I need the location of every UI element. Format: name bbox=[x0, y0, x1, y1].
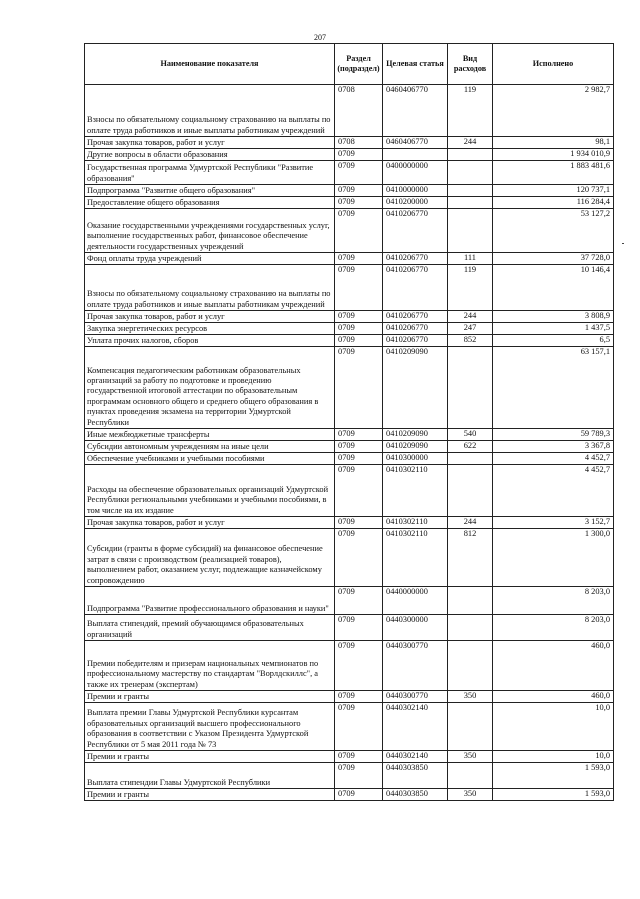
cell-section: 0709 bbox=[335, 517, 383, 529]
cell-executed: 3 367,8 bbox=[493, 441, 614, 453]
cell-name: Прочая закупка товаров, работ и услуг bbox=[85, 137, 335, 149]
cell-section: 0709 bbox=[335, 465, 383, 517]
cell-target: 0410206770 bbox=[383, 209, 448, 253]
table-row bbox=[85, 347, 614, 429]
cell-type bbox=[448, 185, 493, 197]
cell-section: 0709 bbox=[335, 253, 383, 265]
cell-executed: 3 808,9 bbox=[493, 311, 614, 323]
table-row bbox=[85, 335, 614, 347]
table-row bbox=[85, 253, 614, 265]
cell-section: 0709 bbox=[335, 335, 383, 347]
cell-target: 0410302110 bbox=[383, 529, 448, 587]
cell-target bbox=[383, 149, 448, 161]
cell-executed: 37 728,0 bbox=[493, 253, 614, 265]
cell-type: 350 bbox=[448, 789, 493, 801]
table-row bbox=[85, 703, 614, 751]
cell-name: Прочая закупка товаров, работ и услуг bbox=[85, 517, 335, 529]
table-row bbox=[85, 265, 614, 311]
cell-type bbox=[448, 615, 493, 641]
table-row bbox=[85, 209, 614, 253]
cell-type bbox=[448, 641, 493, 691]
header-target: Целевая статья bbox=[383, 44, 448, 85]
cell-target: 0410206770 bbox=[383, 265, 448, 311]
cell-name: Расходы на обеспечение образовательных организаций Удмуртской Республики региональными учебниками и учебными пособиями, в том числе на их издание bbox=[85, 465, 335, 517]
cell-section: 0709 bbox=[335, 323, 383, 335]
cell-name: Субсидии автономным учреждениям на иные цели bbox=[85, 441, 335, 453]
cell-section: 0709 bbox=[335, 149, 383, 161]
cell-executed: 1 934 010,9 bbox=[493, 149, 614, 161]
cell-target: 0440000000 bbox=[383, 587, 448, 615]
cell-type bbox=[448, 161, 493, 185]
cell-executed: 1 593,0 bbox=[493, 763, 614, 789]
cell-type: 244 bbox=[448, 517, 493, 529]
cell-section: 0709 bbox=[335, 763, 383, 789]
cell-executed: 59 789,3 bbox=[493, 429, 614, 441]
cell-type: 247 bbox=[448, 323, 493, 335]
cell-type: 119 bbox=[448, 85, 493, 137]
cell-section: 0709 bbox=[335, 185, 383, 197]
cell-target: 0410206770 bbox=[383, 253, 448, 265]
cell-executed: 63 157,1 bbox=[493, 347, 614, 429]
cell-type: 812 bbox=[448, 529, 493, 587]
page-number: 207 bbox=[314, 33, 326, 42]
cell-executed: 116 284,4 bbox=[493, 197, 614, 209]
cell-target: 0410206770 bbox=[383, 323, 448, 335]
cell-target: 0410302110 bbox=[383, 517, 448, 529]
cell-section: 0709 bbox=[335, 641, 383, 691]
cell-section: 0709 bbox=[335, 265, 383, 311]
cell-section: 0709 bbox=[335, 453, 383, 465]
cell-name: Взносы по обязательному социальному страхованию на выплаты по оплате труда работников и иные выплаты работникам учреждений bbox=[85, 265, 335, 311]
cell-type bbox=[448, 209, 493, 253]
table-row bbox=[85, 691, 614, 703]
cell-executed: 460,0 bbox=[493, 691, 614, 703]
cell-type bbox=[448, 149, 493, 161]
cell-section: 0709 bbox=[335, 789, 383, 801]
cell-section: 0709 bbox=[335, 691, 383, 703]
header-section: Раздел (подраздел) bbox=[335, 44, 383, 85]
table-row bbox=[85, 311, 614, 323]
cell-section: 0709 bbox=[335, 751, 383, 763]
table-row bbox=[85, 465, 614, 517]
cell-target: 0410300000 bbox=[383, 453, 448, 465]
cell-type bbox=[448, 197, 493, 209]
table-row bbox=[85, 763, 614, 789]
cell-executed: 2 982,7 bbox=[493, 85, 614, 137]
cell-type bbox=[448, 465, 493, 517]
cell-name: Уплата прочих налогов, сборов bbox=[85, 335, 335, 347]
cell-section: 0709 bbox=[335, 209, 383, 253]
cell-target: 0440300000 bbox=[383, 615, 448, 641]
cell-target: 0410302110 bbox=[383, 465, 448, 517]
table-row bbox=[85, 441, 614, 453]
cell-name: Субсидии (гранты в форме субсидий) на финансовое обеспечение затрат в связи с производством (реализацией товаров), выполнением работ, оказанием услуг, подлежащие казначейскому сопровождению bbox=[85, 529, 335, 587]
cell-section: 0709 bbox=[335, 529, 383, 587]
cell-executed: 10,0 bbox=[493, 751, 614, 763]
cell-executed: 53 127,2 bbox=[493, 209, 614, 253]
cell-section: 0709 bbox=[335, 197, 383, 209]
cell-section: 0709 bbox=[335, 311, 383, 323]
table-row bbox=[85, 789, 614, 801]
cell-type bbox=[448, 763, 493, 789]
cell-name: Закупка энергетических ресурсов bbox=[85, 323, 335, 335]
cell-section: 0709 bbox=[335, 703, 383, 751]
table-row bbox=[85, 615, 614, 641]
cell-target: 0410206770 bbox=[383, 335, 448, 347]
cell-name: Премии победителям и призерам национальных чемпионатов по профессиональному мастерству по стандартам "Ворлдскиллс", а также их тренерам (экспертам) bbox=[85, 641, 335, 691]
header-name: Наименование показателя bbox=[85, 44, 335, 85]
cell-target: 0440303850 bbox=[383, 789, 448, 801]
header-executed: Исполнено bbox=[493, 44, 614, 85]
cell-target: 0440300770 bbox=[383, 641, 448, 691]
table-header-row bbox=[85, 44, 614, 85]
cell-name: Прочая закупка товаров, работ и услуг bbox=[85, 311, 335, 323]
cell-executed: 8 203,0 bbox=[493, 587, 614, 615]
table-row bbox=[85, 517, 614, 529]
cell-target: 0410209090 bbox=[383, 429, 448, 441]
cell-target: 0440300770 bbox=[383, 691, 448, 703]
cell-executed: 1 437,5 bbox=[493, 323, 614, 335]
cell-section: 0709 bbox=[335, 429, 383, 441]
cell-executed: 6,5 bbox=[493, 335, 614, 347]
table-row bbox=[85, 137, 614, 149]
cell-section: 0708 bbox=[335, 137, 383, 149]
cell-executed: 98,1 bbox=[493, 137, 614, 149]
cell-executed: 10,0 bbox=[493, 703, 614, 751]
cell-type: 350 bbox=[448, 751, 493, 763]
cell-target: 0410206770 bbox=[383, 311, 448, 323]
cell-section: 0708 bbox=[335, 85, 383, 137]
table-row bbox=[85, 185, 614, 197]
cell-type: 244 bbox=[448, 311, 493, 323]
cell-name: Фонд оплаты труда учреждений bbox=[85, 253, 335, 265]
table-row bbox=[85, 429, 614, 441]
cell-name: Компенсация педагогическим работникам образовательных организаций за работу по подготовке и проведению государственной итоговой аттестации по образовательным программам основного общего и среднего общего образования в пунктах проведения экзамена на территории Удмуртской Республики bbox=[85, 347, 335, 429]
cell-executed: 4 452,7 bbox=[493, 465, 614, 517]
cell-executed: 8 203,0 bbox=[493, 615, 614, 641]
cell-name: Иные межбюджетные трансферты bbox=[85, 429, 335, 441]
cell-name: Подпрограмма "Развитие профессионального образования и науки" bbox=[85, 587, 335, 615]
cell-target: 0460406770 bbox=[383, 85, 448, 137]
margin-mark bbox=[622, 243, 624, 244]
cell-section: 0709 bbox=[335, 347, 383, 429]
cell-executed: 1 883 481,6 bbox=[493, 161, 614, 185]
cell-type: 119 bbox=[448, 265, 493, 311]
cell-type: 244 bbox=[448, 137, 493, 149]
cell-name: Выплата стипендии Главы Удмуртской Республики bbox=[85, 763, 335, 789]
cell-name: Премии и гранты bbox=[85, 751, 335, 763]
cell-name: Взносы по обязательному социальному страхованию на выплаты по оплате труда работников и иные выплаты работникам учреждений bbox=[85, 85, 335, 137]
cell-section: 0709 bbox=[335, 587, 383, 615]
cell-name: Премии и гранты bbox=[85, 789, 335, 801]
cell-name: Другие вопросы в области образования bbox=[85, 149, 335, 161]
cell-target: 0410000000 bbox=[383, 185, 448, 197]
table-row bbox=[85, 149, 614, 161]
cell-section: 0709 bbox=[335, 161, 383, 185]
cell-name: Премии и гранты bbox=[85, 691, 335, 703]
cell-type: 540 bbox=[448, 429, 493, 441]
cell-target: 0410209090 bbox=[383, 347, 448, 429]
table-body bbox=[85, 85, 614, 801]
cell-type: 852 bbox=[448, 335, 493, 347]
cell-target: 0440302140 bbox=[383, 751, 448, 763]
cell-executed: 1 300,0 bbox=[493, 529, 614, 587]
cell-section: 0709 bbox=[335, 441, 383, 453]
cell-target: 0440302140 bbox=[383, 703, 448, 751]
table-row bbox=[85, 453, 614, 465]
cell-type: 350 bbox=[448, 691, 493, 703]
cell-type bbox=[448, 347, 493, 429]
cell-type: 622 bbox=[448, 441, 493, 453]
cell-target: 0400000000 bbox=[383, 161, 448, 185]
cell-executed: 1 593,0 bbox=[493, 789, 614, 801]
cell-executed: 120 737,1 bbox=[493, 185, 614, 197]
cell-target: 0410209090 bbox=[383, 441, 448, 453]
table-row bbox=[85, 587, 614, 615]
cell-name: Выплата премии Главы Удмуртской Республики курсантам образовательных организаций высшего профессионального образования в соответствии с Указом Президента Удмуртской Республики от 5 мая 2011 года № 73 bbox=[85, 703, 335, 751]
budget-execution-table bbox=[84, 43, 614, 801]
table-row bbox=[85, 197, 614, 209]
cell-name: Подпрограмма "Развитие общего образования" bbox=[85, 185, 335, 197]
cell-target: 0410200000 bbox=[383, 197, 448, 209]
cell-name: Обеспечение учебниками и учебными пособиями bbox=[85, 453, 335, 465]
cell-executed: 4 452,7 bbox=[493, 453, 614, 465]
cell-type bbox=[448, 587, 493, 615]
header-type: Вид расходов bbox=[448, 44, 493, 85]
cell-name: Государственная программа Удмуртской Республики "Развитие образования" bbox=[85, 161, 335, 185]
cell-name: Выплата стипендий, премий обучающимся образовательных организаций bbox=[85, 615, 335, 641]
table-row bbox=[85, 529, 614, 587]
cell-section: 0709 bbox=[335, 615, 383, 641]
cell-target: 0440303850 bbox=[383, 763, 448, 789]
table-row bbox=[85, 641, 614, 691]
cell-executed: 460,0 bbox=[493, 641, 614, 691]
cell-name: Оказание государственными учреждениями государственных услуг, выполнение государственных работ, финансовое обеспечение деятельности государственных учреждений bbox=[85, 209, 335, 253]
cell-type bbox=[448, 453, 493, 465]
cell-name: Предоставление общего образования bbox=[85, 197, 335, 209]
cell-executed: 10 146,4 bbox=[493, 265, 614, 311]
table-row bbox=[85, 323, 614, 335]
table-row bbox=[85, 751, 614, 763]
cell-type: 111 bbox=[448, 253, 493, 265]
cell-target: 0460406770 bbox=[383, 137, 448, 149]
cell-type bbox=[448, 703, 493, 751]
table-row bbox=[85, 85, 614, 137]
cell-executed: 3 152,7 bbox=[493, 517, 614, 529]
table-row bbox=[85, 161, 614, 185]
